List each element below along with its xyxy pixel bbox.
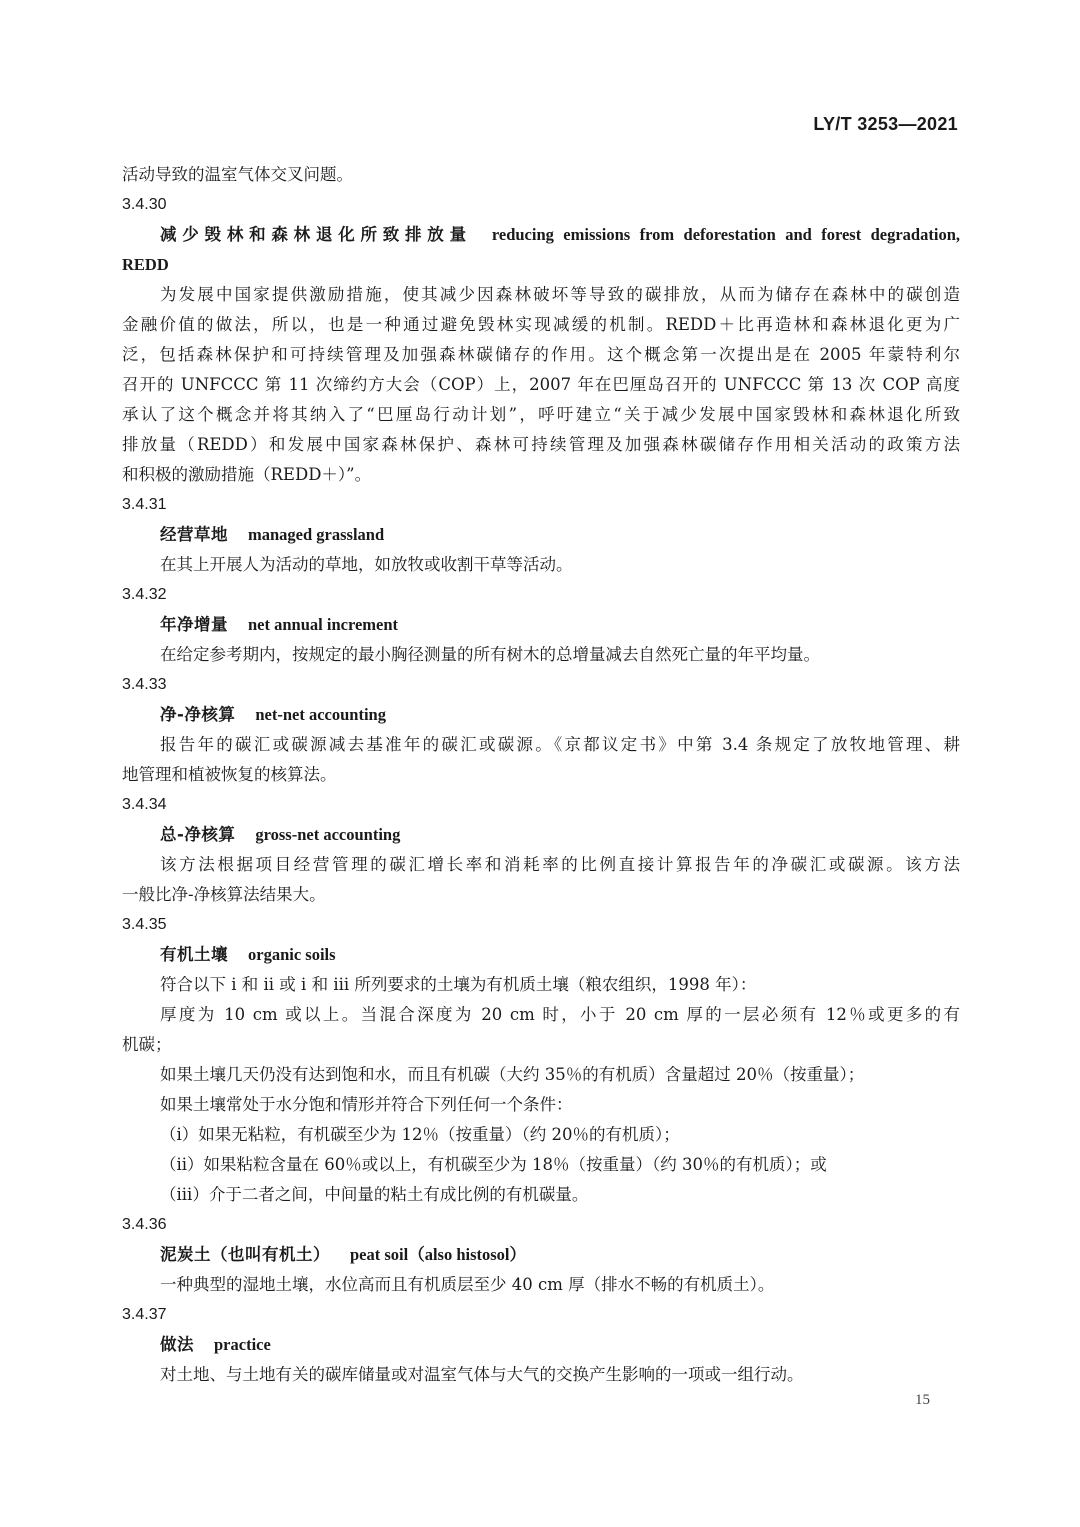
term-zh: 有机土壤 [160, 945, 228, 964]
definition-line: 厚度为 10 cm 或以上。当混合深度为 20 cm 时，小于 20 cm 厚的一层必须有 12％或更多的有 [160, 1005, 960, 1024]
page-number: 15 [915, 1392, 930, 1408]
term-zh: 做法 [160, 1335, 194, 1354]
term-en: net-net accounting [255, 705, 386, 724]
term-zh: 泥炭土（也叫有机土） [160, 1245, 330, 1264]
term-line [122, 520, 960, 550]
term-en: peat soil（also histosol） [350, 1245, 527, 1264]
term-line [122, 610, 960, 640]
term-en: net annual increment [248, 615, 399, 634]
term-zh: 年净增量 [160, 615, 228, 634]
definition-line: 金融价值的做法，所以，也是一种通过避免毁林实现减缓的机制。REDD＋比再造林和森林退化更为广 [122, 315, 960, 334]
term-line [122, 820, 960, 850]
definition-line: 一般比净-净核算法结果大。 [122, 885, 326, 904]
term-line [122, 940, 960, 970]
clause-number: 3.4.35 [122, 916, 167, 933]
definition-line: 报告年的碳汇或碳源减去基准年的碳汇或碳源。《京都议定书》中第 3.4 条规定了放牧地管理、耕 [160, 735, 960, 754]
definition-line: （iii）介于二者之间，中间量的粘土有成比例的有机碳量。 [160, 1185, 589, 1204]
document-body [122, 160, 960, 1390]
definition-line: 为发展中国家提供激励措施，使其减少因森林破坏等导致的碳排放，从而为储存在森林中的碳创造 [160, 285, 960, 304]
term-en: reducing emissions from deforestation and forest degradation, [491, 225, 960, 244]
definition-line: 该方法根据项目经营管理的碳汇增长率和消耗率的比例直接计算报告年的净碳汇或碳源。该方法 [160, 855, 960, 874]
clause-number: 3.4.36 [122, 1216, 167, 1233]
definition-line: 在给定参考期内，按规定的最小胸径测量的所有树木的总增量减去自然死亡量的年平均量。 [160, 645, 820, 664]
definition-line: （i）如果无粘粒，有机碳至少为 12％（按重量）（约 20％的有机质）； [160, 1125, 680, 1144]
definition-line: 排放量（REDD）和发展中国家森林保护、森林可持续管理及加强森林碳储存作用相关活动的政策方法 [122, 435, 960, 454]
term-line [122, 1240, 960, 1270]
clause-number: 3.4.34 [122, 796, 167, 813]
definition-line: 如果土壤常处于水分饱和情形并符合下列任何一个条件： [160, 1095, 573, 1114]
definition-line: 机碳； [122, 1035, 172, 1054]
term-en: organic soils [248, 945, 336, 964]
definition-line: 符合以下 i 和 ii 或 i 和 iii 所列要求的土壤为有机质土壤（粮农组织，1998 年）： [160, 975, 757, 994]
clause-number: 3.4.33 [122, 676, 167, 693]
clause-number: 3.4.31 [122, 496, 167, 513]
definition-line: 在其上开展人为活动的草地，如放牧或收割干草等活动。 [160, 555, 573, 574]
term-en: managed grassland [248, 525, 385, 544]
definition-line: 泛，包括森林保护和可持续管理及加强森林碳储存的作用。这个概念第一次提出是在 2005 年蒙特利尔 [122, 345, 960, 364]
definition-line: 地管理和植被恢复的核算法。 [122, 765, 337, 784]
definition-line: 对土地、与土地有关的碳库储量或对温室气体与大气的交换产生影响的一项或一组行动。 [160, 1365, 804, 1384]
term-en: practice [214, 1335, 271, 1354]
clause-number: 3.4.32 [122, 586, 167, 603]
term-zh: 经营草地 [160, 525, 228, 544]
definition-line: （ii）如果粘粒含量在 60％或以上，有机碳至少为 18％（按重量）（约 30％的有机质）；或 [160, 1155, 827, 1174]
definition-line: 承认了这个概念并将其纳入了“巴厘岛行动计划”，呼吁建立“关于减少发展中国家毁林和森林退化所致 [122, 405, 960, 424]
term-en: gross-net accounting [255, 825, 401, 844]
standard-number: LY/T 3253—2021 [813, 114, 958, 134]
term-zh: 净-净核算 [160, 705, 236, 724]
term-line [122, 220, 960, 250]
term-zh: 减少毁林和森林退化所致排放量 [160, 225, 472, 244]
definition-line: 召开的 UNFCCC 第 11 次缔约方大会（COP）上，2007 年在巴厘岛召开的 UNFCCC 第 13 次 COP 高度 [122, 375, 960, 394]
term-line [122, 1330, 960, 1360]
clause-number: 3.4.37 [122, 1306, 167, 1323]
definition-line: 如果土壤几天仍没有达到饱和水，而且有机碳（大约 35％的有机质）含量超过 20％（按重量）； [160, 1065, 865, 1084]
term-en-continuation: REDD [122, 255, 169, 274]
definition-line: 和积极的激励措施（REDD＋）”。 [122, 465, 372, 484]
definition-line: 一种典型的湿地土壤，水位高而且有机质层至少 40 cm 厚（排水不畅的有机质土）。 [160, 1275, 775, 1294]
term-zh: 总-净核算 [160, 825, 236, 844]
term-line [122, 700, 960, 730]
intro-line: 活动导致的温室气体交叉问题。 [122, 165, 353, 184]
clause-number: 3.4.30 [122, 196, 167, 213]
